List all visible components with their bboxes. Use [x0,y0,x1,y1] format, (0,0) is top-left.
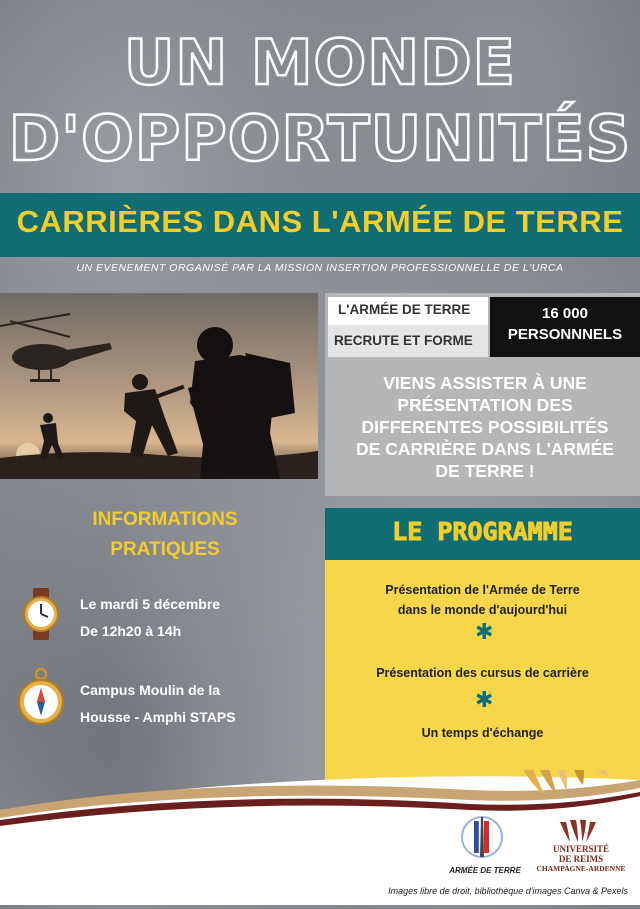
info-title [40,505,290,565]
programme-title: LE PROGRAMME [392,517,573,546]
soldiers-photo [0,293,318,479]
compass-icon [16,668,66,730]
time-line: De 12h20 à 14h [80,623,182,639]
personnel-count-box [490,297,640,357]
image-credits: Images libre de droit, bibliothèque d'images Canva & Pexels [388,886,628,896]
personnel-label: PERSONNNELS [507,326,623,343]
invite-line: DE CARRIÈRE DANS L'ARMÉE [356,439,614,459]
asterisk-icon: ✱ [475,688,494,713]
university-line: DE REIMS [558,854,604,864]
army-logo-text: ARMÉE DE TERRE [449,866,521,875]
programme-item-3: Un temps d'échange [421,726,544,740]
army-logo [447,815,517,869]
university-logo-text [536,844,626,874]
location-line: Housse - Amphi STAPS [80,709,236,725]
programme-item-line: Présentation de l'Armée de Terre [385,583,580,597]
event-subtitle: UN EVENEMENT ORGANISÉ PAR LA MISSION INSERTION PROFESSIONNELLE DE L'URCA [76,262,564,274]
title-line-2: D'OPPORTUNITÉS [8,102,632,175]
watch-icon [16,588,66,644]
invite-line: PRÉSENTATION DES [397,395,573,415]
footer [0,770,640,905]
event-date [80,591,220,645]
event-location [80,677,236,731]
personnel-count: 16 000 [542,305,588,322]
university-line: CHAMPAGNE-ARDENNE [536,864,626,873]
banner-title: CARRIÈRES DANS L'ARMÉE DE TERRE [16,204,624,239]
location-line: Campus Moulin de la [80,682,221,698]
invite-line: DIFFERENTES POSSIBILITÉS [361,417,609,437]
university-line: UNIVERSITÉ [552,844,610,854]
invitation-text [340,372,630,482]
invite-line: VIENS ASSISTER À UNE [383,373,587,393]
programme-item-1 [340,580,625,620]
tag-army: L'ARMÉE DE TERRE [338,302,471,317]
invite-line: DE TERRE ! [435,461,535,481]
date-line: Le mardi 5 décembre [80,596,221,612]
programme-item-2: Présentation des cursus de carrière [376,666,589,680]
asterisk-icon: ✱ [475,620,494,645]
title-line-1: UN MONDE [124,26,516,99]
tag-recruits: RECRUTE ET FORME [334,333,473,348]
info-title-line: INFORMATIONS [92,509,238,530]
info-title-line: PRATIQUES [110,539,220,560]
programme-item-line: dans le monde d'aujourd'hui [397,603,568,617]
